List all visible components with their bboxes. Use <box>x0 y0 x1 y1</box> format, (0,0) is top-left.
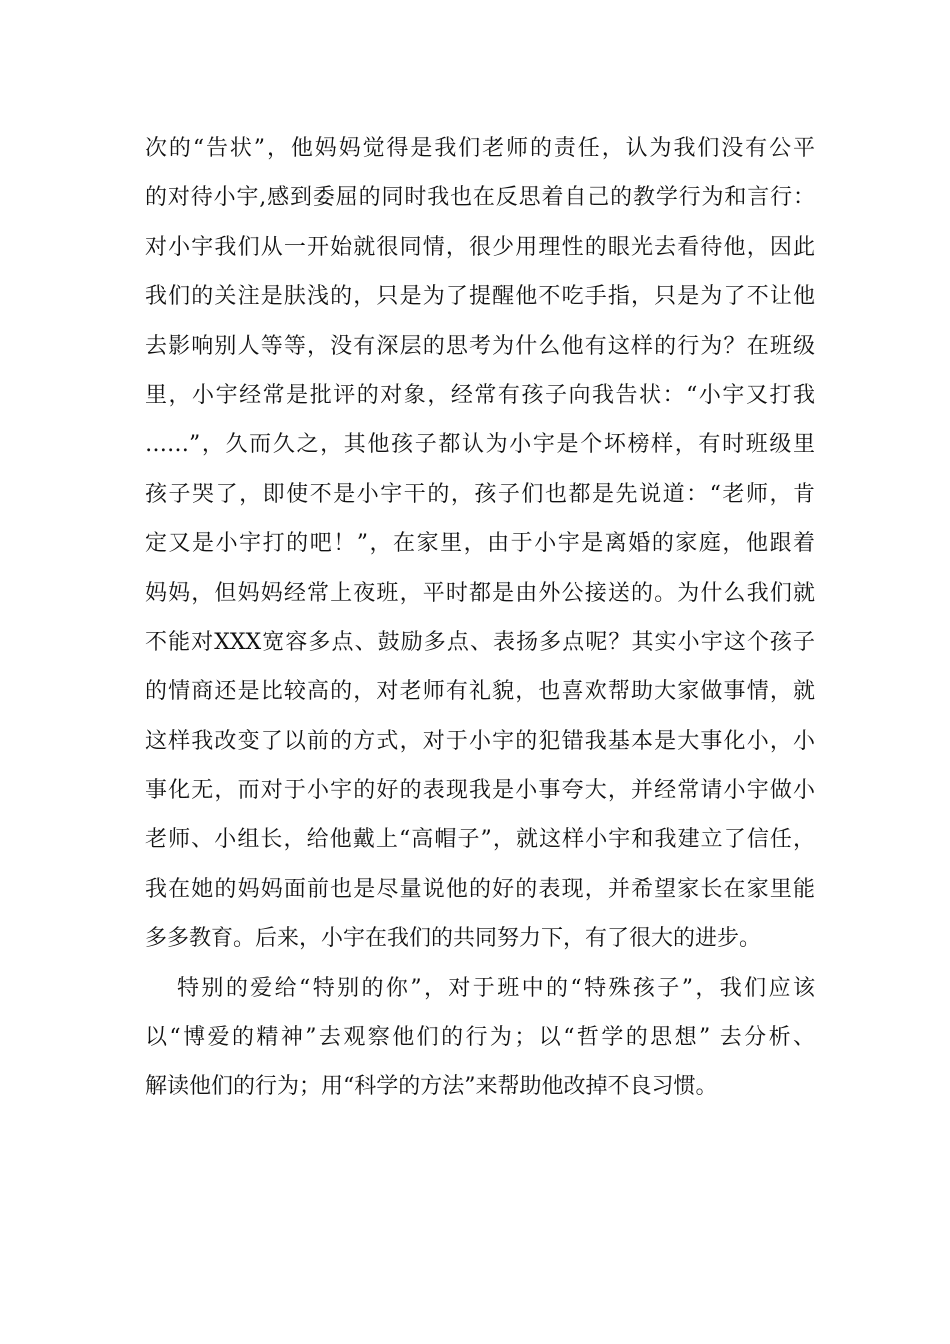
paragraph-line: 多多教育。后来，小宇在我们的共同努力下，有了很大的进步。 <box>145 926 762 952</box>
paragraph-line: 特别的爱给“特别的你”，对于班中的“特殊孩子”，我们应该 <box>177 975 815 1001</box>
paragraph-line: 的情商还是比较高的，对老师有礼貌，也喜欢帮助大家做事情，就 <box>145 679 815 705</box>
paragraph-1 <box>145 124 815 964</box>
paragraph-line: ……”，久而久之，其他孩子都认为小宇是个坏榜样，有时班级里 <box>145 432 815 458</box>
paragraph-line: 次的“告状”，他妈妈觉得是我们老师的责任，认为我们没有公平 <box>145 136 815 161</box>
paragraph-line: 里，小宇经常是批评的对象，经常有孩子向我告状：“小宇又打我 <box>145 382 815 408</box>
document-body <box>145 124 815 1112</box>
paragraph-line: 对小宇我们从一开始就很同情，很少用理性的眼光去看待他，因此 <box>145 234 815 260</box>
paragraph-line: 去影响别人等等，没有深层的思考为什么他有这样的行为？在班级 <box>145 333 815 359</box>
paragraph-line: 妈妈，但妈妈经常上夜班，平时都是由外公接送的。为什么我们就 <box>145 580 815 606</box>
paragraph-line: 定又是小宇打的吧！”，在家里，由于小宇是离婚的家庭，他跟着 <box>145 531 815 557</box>
paragraph-line: 解读他们的行为；用“科学的方法”来帮助他改掉不良习惯。 <box>145 1074 718 1100</box>
paragraph-line: 孩子哭了，即使不是小宇干的，孩子们也都是先说道：“老师，肯 <box>145 481 815 507</box>
paragraph-line: 不能对XXX宽容多点、鼓励多点、表扬多点呢？其实小宇这个孩子 <box>145 629 815 655</box>
paragraph-line: 以“博爱的精神”去观察他们的行为；以“哲学的思想” 去分析、 <box>145 1025 815 1051</box>
paragraph-line: 我们的关注是肤浅的，只是为了提醒他不吃手指，只是为了不让他 <box>145 284 815 310</box>
paragraph-line: 老师、小组长，给他戴上“高帽子”，就这样小宇和我建立了信任， <box>145 827 815 853</box>
paragraph-line: 事化无，而对于小宇的好的表现我是小事夸大，并经常请小宇做小 <box>145 778 815 804</box>
paragraph-line: 我在她的妈妈面前也是尽量说他的好的表现，并希望家长在家里能 <box>145 876 815 902</box>
paragraph-2 <box>145 964 815 1112</box>
paragraph-line: 的对待小宇,感到委屈的同时我也在反思着自己的教学行为和言行： <box>145 185 815 211</box>
paragraph-line: 这样我改变了以前的方式，对于小宇的犯错我基本是大事化小，小 <box>145 728 815 754</box>
